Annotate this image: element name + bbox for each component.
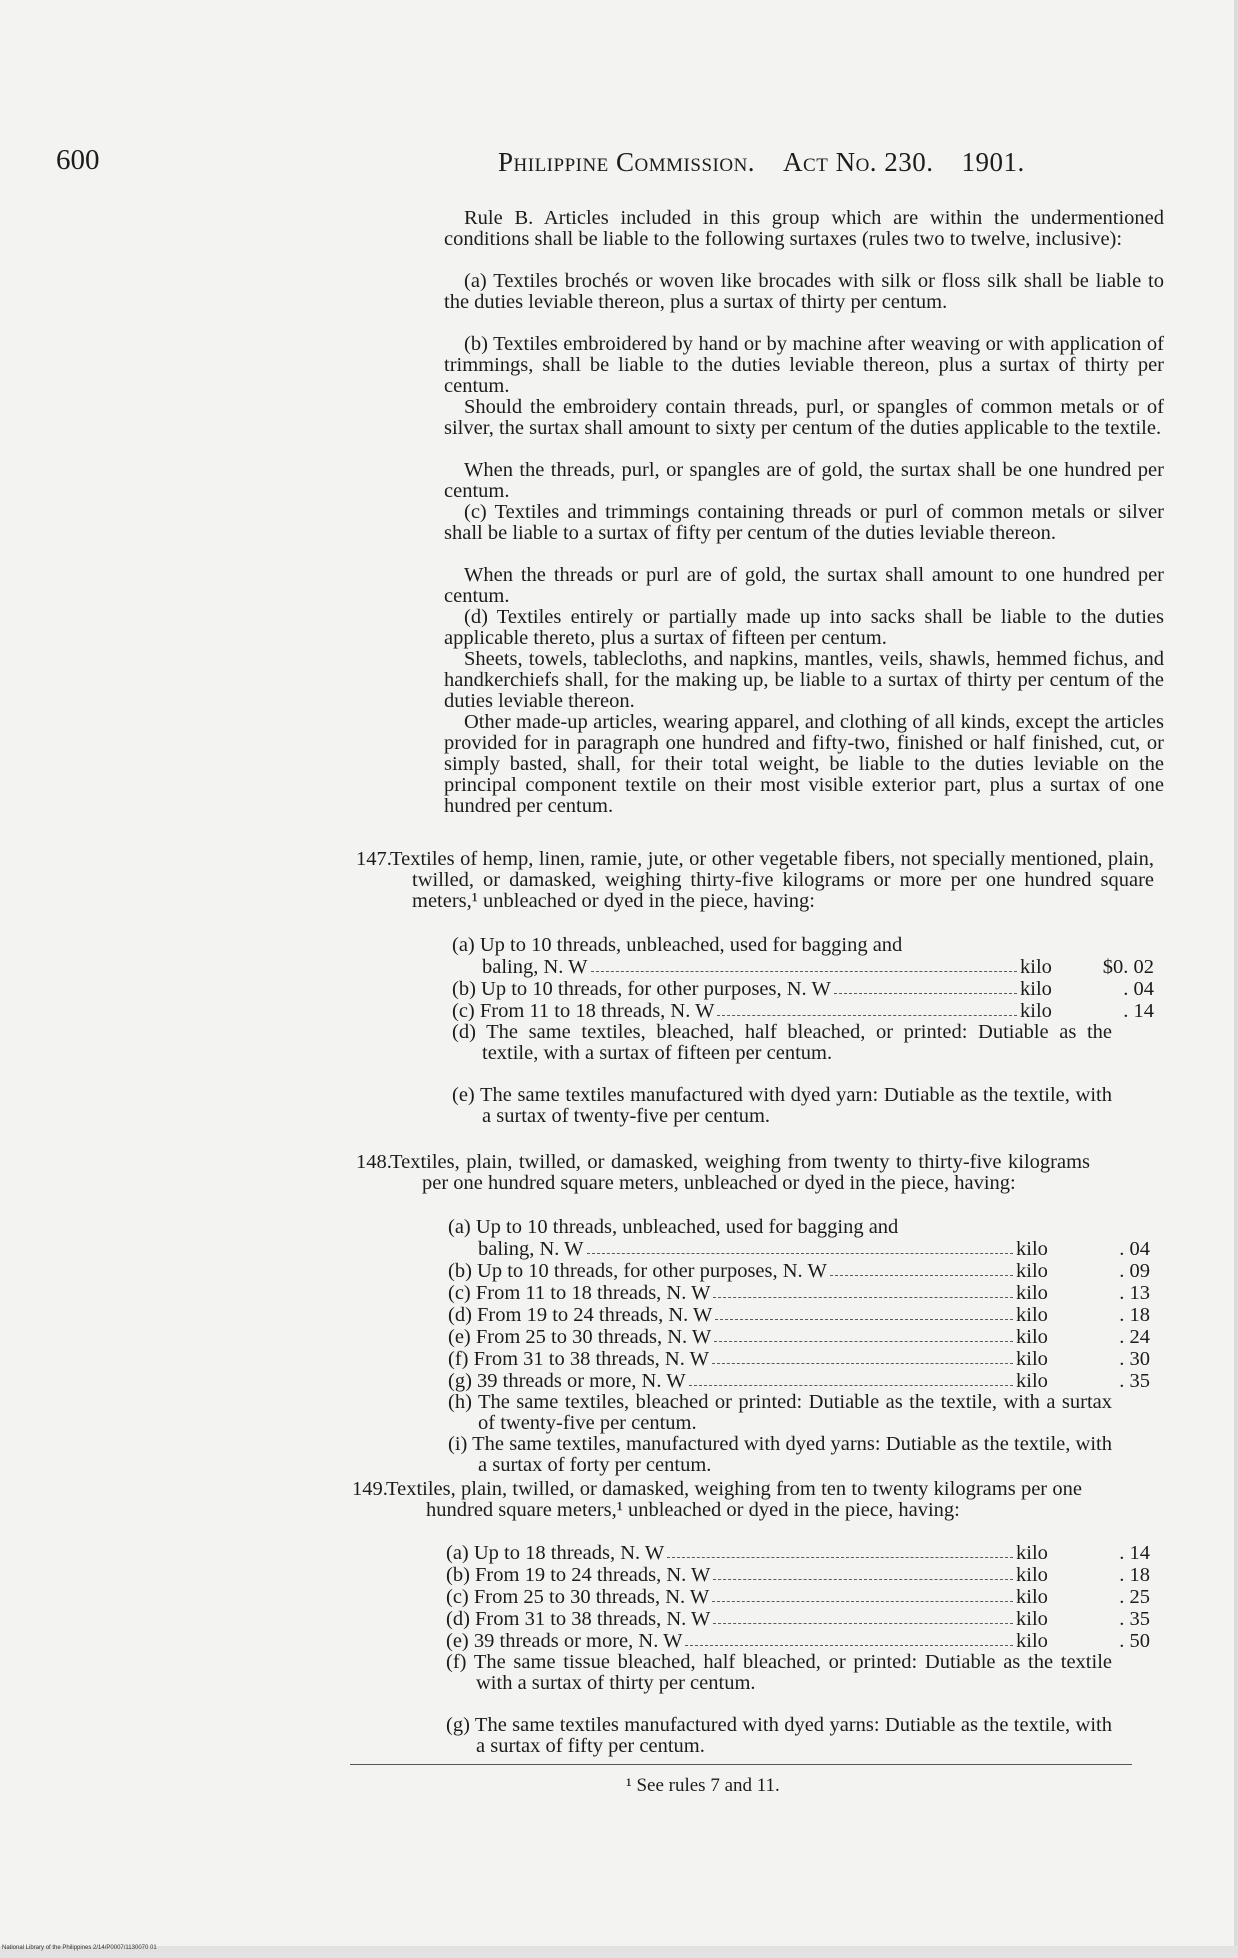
tariff-line-148c: (c) From 11 to 18 threads, N. W kilo . 13	[448, 1282, 1150, 1304]
running-header	[498, 147, 1025, 178]
tariff-note-148h: (h) The same textiles, bleached or printed: Dutiable as the textile, with a surtax of twenty-five per centum.	[448, 1391, 1112, 1434]
rule-b-c: (c) Textiles and trimmings containing threads or purl of common metals or silver shall be liable to a surtax of fifty per centum of the duties leviable thereon.	[444, 501, 1164, 544]
tariff-line-148b: (b) Up to 10 threads, for other purposes, N. W kilo . 09	[448, 1260, 1150, 1282]
tariff-line-148f: (f) From 31 to 38 threads, N. W kilo . 30	[448, 1348, 1150, 1370]
item-148	[356, 1151, 1090, 1194]
tariff-line-148a-1: (a) Up to 10 threads, unbleached, used for bagging and	[448, 1216, 899, 1238]
header-year: 1901.	[961, 147, 1025, 177]
tariff-note-148i: (i) The same textiles, manufactured with dyed yarns: Dutiable as the textile, with a surtax of forty per centum.	[448, 1433, 1112, 1476]
tariff-line-149d: (d) From 31 to 38 threads, N. W kilo . 35	[446, 1608, 1150, 1630]
page-number: 600	[56, 144, 100, 176]
tariff-line-149e: (e) 39 threads or more, N. W kilo . 50	[446, 1630, 1150, 1652]
rule-b-a: (a) Textiles brochés or woven like brocades with silk or floss silk shall be liable to the duties leviable thereon, plus a surtax of thirty per centum.	[444, 270, 1164, 313]
tariff-line-148e: (e) From 25 to 30 threads, N. W kilo . 24	[448, 1326, 1150, 1348]
tariff-line-147b: (b) Up to 10 threads, for other purposes, N. W kilo . 04	[452, 978, 1154, 1000]
tariff-line-149a: (a) Up to 18 threads, N. W kilo . 14	[446, 1542, 1150, 1564]
rule-b-d-sheets: Sheets, towels, tablecloths, and napkins, mantles, veils, shawls, hemmed fichus, and handkerchiefs shall, for the making up, be liable to a surtax of thirty per centum of the duties leviable thereon.	[444, 648, 1164, 712]
tariff-note-149f: (f) The same tissue bleached, half bleached, or printed: Dutiable as the textile with a surtax of thirty per centum.	[446, 1651, 1112, 1694]
item-text: Textiles of hemp, linen, ramie, jute, or other vegetable fibers, not specially mentioned, plain, twilled, or damasked, weighing thirty-five kilograms or more per one hundred square meters,¹ unbleached or dyed in the piece, having:	[390, 848, 1154, 912]
scan-footer-note: National Library of the Philippines 2/14/P0007/1130070 01	[2, 1945, 157, 1951]
rule-b-c-gold: When the threads or purl are of gold, the surtax shall amount to one hundred per centum.	[444, 564, 1164, 607]
tariff-note-147e: (e) The same textiles manufactured with dyed yarn: Dutiable as the textile, with a surtax of twenty-five per centum.	[452, 1084, 1112, 1127]
item-147	[356, 848, 1154, 912]
tariff-line-148a: baling, N. W kilo . 04	[478, 1238, 1150, 1260]
tariff-line-149c: (c) From 25 to 30 threads, N. W kilo . 25	[446, 1586, 1150, 1608]
footnote: ¹ See rules 7 and 11.	[626, 1775, 780, 1796]
header-act: Act No. 230.	[783, 147, 934, 177]
scan-footer-bar	[0, 1946, 1238, 1958]
rule-b-d: (d) Textiles entirely or partially made up into sacks shall be liable to the duties applicable thereto, plus a surtax of fifteen per centum.	[444, 606, 1164, 649]
tariff-note-147d: (d) The same textiles, bleached, half bleached, or printed: Dutiable as the textile, with a surtax of fifteen per centum.	[452, 1021, 1112, 1064]
tariff-line-149b: (b) From 19 to 24 threads, N. W kilo . 18	[446, 1564, 1150, 1586]
item-text: Textiles, plain, twilled, or damasked, weighing from ten to twenty kilograms per one hundred square meters,¹ unbleached or dyed in the piece, having:	[386, 1478, 1082, 1521]
rule-b-b-metals: Should the embroidery contain threads, purl, or spangles of common metals or of silver, the surtax shall amount to sixty per centum of the duties applicable to the textile.	[444, 396, 1164, 439]
item-number: 148.	[356, 1151, 392, 1173]
item-text: Textiles, plain, twilled, or damasked, weighing from twenty to thirty-five kilograms per one hundred square meters, unbleached or dyed in the piece, having:	[390, 1151, 1090, 1194]
rule-b-intro: Rule B. Articles included in this group which are within the undermentioned conditions shall be liable to the following surtaxes (rules two to twelve, inclusive):	[444, 207, 1164, 250]
tariff-note-149g: (g) The same textiles manufactured with dyed yarns: Dutiable as the textile, with a surtax of fifty per centum.	[446, 1714, 1112, 1757]
tariff-line-147c: (c) From 11 to 18 threads, N. W kilo . 14	[452, 1000, 1154, 1022]
item-number: 149.	[352, 1478, 388, 1500]
tariff-line-147a-1: (a) Up to 10 threads, unbleached, used for bagging and	[452, 934, 903, 956]
tariff-line-148g: (g) 39 threads or more, N. W kilo . 35	[448, 1370, 1150, 1392]
tariff-line-148d: (d) From 19 to 24 threads, N. W kilo . 18	[448, 1304, 1150, 1326]
footnote-rule	[350, 1764, 1132, 1765]
rule-b-b-gold: When the threads, purl, or spangles are of gold, the surtax shall be one hundred per centum.	[444, 459, 1164, 502]
header-commission: Philippine Commission.	[498, 147, 756, 177]
item-number: 147.	[356, 848, 392, 870]
page-edge	[1234, 0, 1238, 1958]
item-149	[352, 1478, 1082, 1521]
rule-b-d-other: Other made-up articles, wearing apparel, and clothing of all kinds, except the articles provided for in paragraph one hundred and fifty-two, finished or half finished, cut, or simply basted, shall, for their total weight, be liable to the duties leviable on the principal component textile on their most visible exterior part, plus a surtax of one hundred per centum.	[444, 711, 1164, 817]
rule-b-b: (b) Textiles embroidered by hand or by machine after weaving or with application of trimmings, shall be liable to the duties leviable thereon, plus a surtax of thirty per centum.	[444, 333, 1164, 397]
tariff-line-147a: baling, N. W kilo $0. 02	[482, 956, 1154, 978]
